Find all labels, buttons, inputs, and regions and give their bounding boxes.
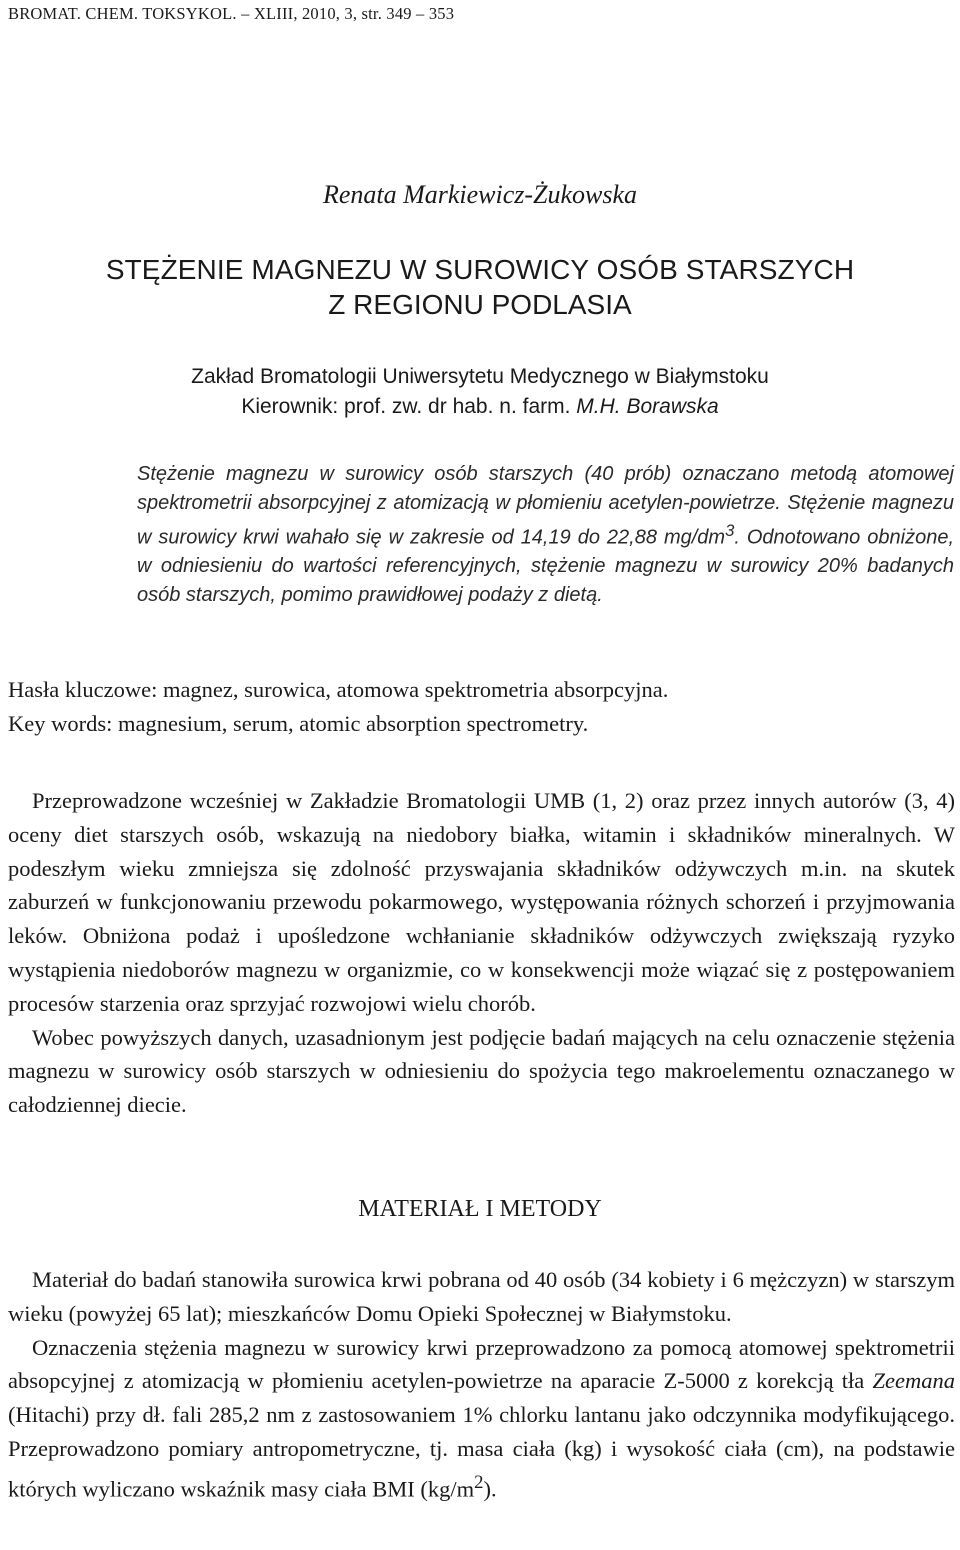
methods-p2-italic: Zeemana <box>872 1368 955 1394</box>
keywords-english: Key words: magnesium, serum, atomic absorption spectrometry. <box>8 711 589 736</box>
methods-paragraph-2 <box>8 1331 955 1506</box>
methods-p2-part-a: Oznaczenia stężenia magnezu w surowicy krwi przeprowadzono za pomocą atomowej spektrometrii absopcyjnej z atomizacją w płomieniu acetylen-powietrze na aparacie Z-5000 z korekcją tła <box>8 1334 955 1394</box>
methods-p2-part-b: (Hitachi) przy dł. fali 285,2 nm z zastosowaniem 1% chlorku lantanu jako odczynnika modyfikującego. Przeprowadzono pomiary antropometryczne, tj. masa ciała (kg) i wysokość ciała (cm), na podstawie których wyliczano wskaźnik masy ciała BMI (kg/m <box>8 1402 955 1502</box>
abstract-superscript: 3 <box>725 521 735 540</box>
abstract <box>137 460 954 609</box>
intro-paragraph-2: Wobec powyższych danych, uzasadnionym jest podjęcie badań mających na celu oznaczenie stężenia magnezu w surowicy osób starszych w odniesieniu do spożycia tego makroelementu oznaczanego w całodziennej diecie. <box>8 1024 955 1118</box>
department-head-prefix: Kierownik: prof. zw. dr hab. n. farm. <box>241 395 577 418</box>
article-title-line-1: STĘŻENIE MAGNEZU W SUROWICY OSÓB STARSZYCH <box>105 254 855 285</box>
abstract-part-1: Stężenie magnezu w surowicy osób starszych (40 prób) oznaczano metodą atomowej spektrometrii absorpcyjnej z atomizacją w płomieniu acetylen-powietrze. Stężenie magnezu w surowicy krwi wahało się w zakresie od 14,19 do 22,88 mg/dm <box>137 463 954 549</box>
affiliation: Zakład Bromatologii Uniwersytetu Medycznego w Białymstoku <box>191 365 769 388</box>
methods-p2-part-c: ). <box>483 1476 497 1502</box>
methods-paragraph-1: Materiał do badań stanowiła surowica krwi pobrana od 40 osób (34 kobiety i 6 mężczyzn) w starszym wieku (powyżej 65 lat); mieszkańców Domu Opieki Społecznej w Białymstoku. <box>8 1267 955 1326</box>
running-head: BROMAT. CHEM. TOKSYKOL. – XLIII, 2010, 3, str. 349 – 353 <box>8 4 455 23</box>
intro-paragraph-1: Przeprowadzone wcześniej w Zakładzie Bromatologii UMB (1, 2) oraz przez innych autorów (3, 4) oceny diet starszych osób, wskazują na niedobory białka, witamin i składników mineralnych. W podeszłym wieku zmniejsza się zdolność przyswajania składników odżywczych m.in. na skutek zaburzeń w funkcjonowaniu przewodu pokarmowego, występowania różnych schorzeń i przyjmowania leków. Obniżona podaż i upośledzone wchłanianie składników odżywczych zwiększają ryzyko wystąpienia niedoborów magnezu w organizmie, co w konsekwencji może wiązać się z postępowaniem procesów starzenia oraz sprzyjać rozwojowi wielu chorób. <box>8 788 955 1016</box>
author-name: Renata Markiewicz-Żukowska <box>322 180 638 209</box>
keywords-polish: Hasła kluczowe: magnez, surowica, atomowa spektrometria absorpcyjna. <box>8 677 669 702</box>
introduction <box>8 784 955 1122</box>
methods <box>8 1263 955 1506</box>
abstract-part-2: . Odnotowano obniżone, w odniesieniu do wartości referencyjnych, stężenie magnezu w surowicy 20% badanych osób starszych, pomimo prawidłowej podaży z dietą. <box>137 526 955 606</box>
department-head-name: M.H. Borawska <box>576 395 719 418</box>
methods-p2-superscript: 2 <box>474 1471 484 1493</box>
abstract-text <box>137 460 954 609</box>
section-heading: MATERIAŁ I METODY <box>358 1196 602 1222</box>
department-head <box>0 395 960 419</box>
article-title-line-2: Z REGIONU PODLASIA <box>328 289 632 320</box>
